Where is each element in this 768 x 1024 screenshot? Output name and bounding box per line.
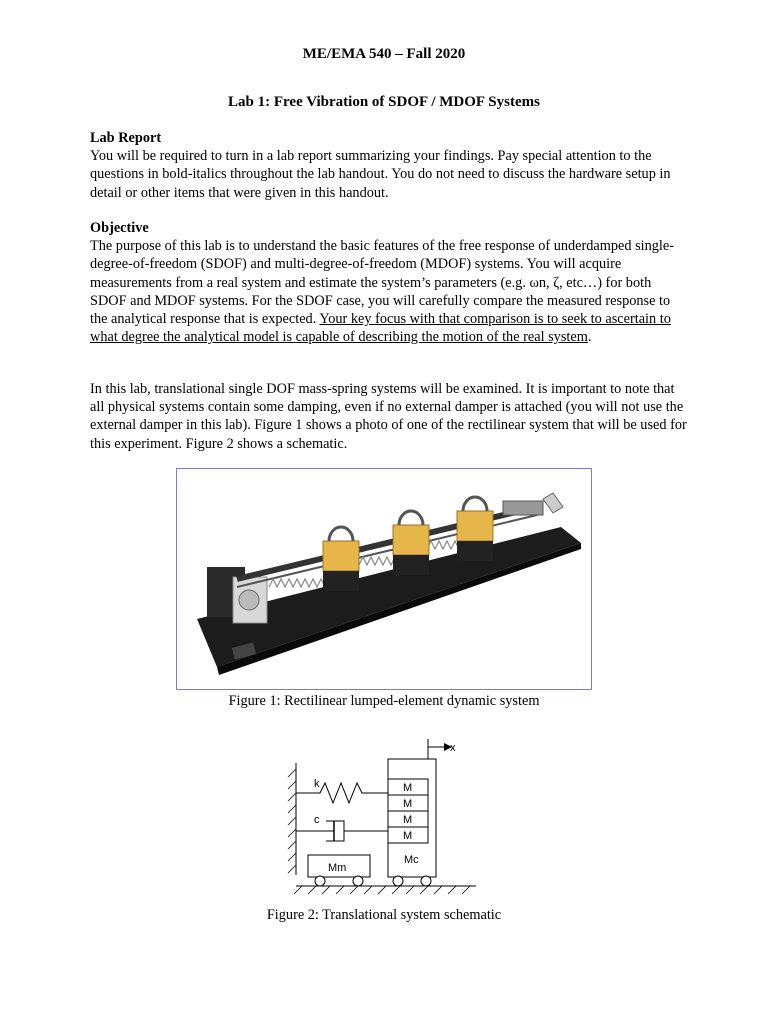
k-label: k: [314, 778, 320, 790]
objective-section: [90, 219, 690, 346]
c-label: c: [314, 814, 320, 826]
intro-section: [90, 380, 690, 453]
mass-label-3: M: [403, 814, 413, 826]
figure1-photo: [176, 468, 592, 690]
mm-label: Mm: [328, 862, 347, 874]
lab-title: Lab 1: Free Vibration of SDOF / MDOF Systems: [228, 94, 540, 110]
lab-report-section: [90, 129, 690, 202]
x-label: x: [450, 742, 456, 754]
mass-label-1: M: [403, 782, 413, 794]
course-title: ME/EMA 540 – Fall 2020: [302, 46, 466, 62]
rectilinear-system-illustration: [177, 469, 591, 689]
figure2-caption: Figure 2: Translational system schematic: [266, 907, 502, 923]
objective-key-focus: Your key focus with that comparison is to seek to ascertain to what degree the analytical model is capable of describing the motion of the real system: [90, 311, 671, 346]
mc-label: Mc: [404, 854, 419, 866]
objective-period: .: [587, 329, 592, 346]
figure2-schematic: [280, 735, 500, 905]
figure1-caption: Figure 1: Rectilinear lumped-element dynamic system: [228, 693, 540, 709]
objective-heading: Objective: [90, 220, 149, 236]
intro-body: In this lab, translational single DOF mass-spring systems will be examined. It is important to note that all physical systems contain some damping, even if no external damper is attached (you will not use the external damper in this lab). Figure 1 shows a photo of one of the rectilinear system that will be used for this experiment. Figure 2 shows a schematic.: [90, 381, 687, 452]
objective-body: [90, 237, 690, 346]
lab-report-heading: Lab Report: [90, 130, 162, 146]
mass-label-4: M: [403, 830, 413, 842]
lab-report-body: You will be required to turn in a lab report summarizing your findings. Pay special attention to the questions in bold-italics throughout the lab handout. You do not need to discuss the hardware setup in detail or other items that were given in this handout.: [90, 148, 671, 201]
objective-text: The purpose of this lab is to understand the basic features of the free response of underdamped single-degree-of-freedom (SDOF) and multi-degree-of-freedom (MDOF) systems. You will acquire measurements from a real system and estimate the system’s parameters (e.g. ωn, ζ, etc…) for both SDOF and MDOF systems. For the SDOF case, you will carefully compare the measured response to the analytical response that is expected.: [90, 238, 675, 328]
mass-label-2: M: [403, 798, 413, 810]
